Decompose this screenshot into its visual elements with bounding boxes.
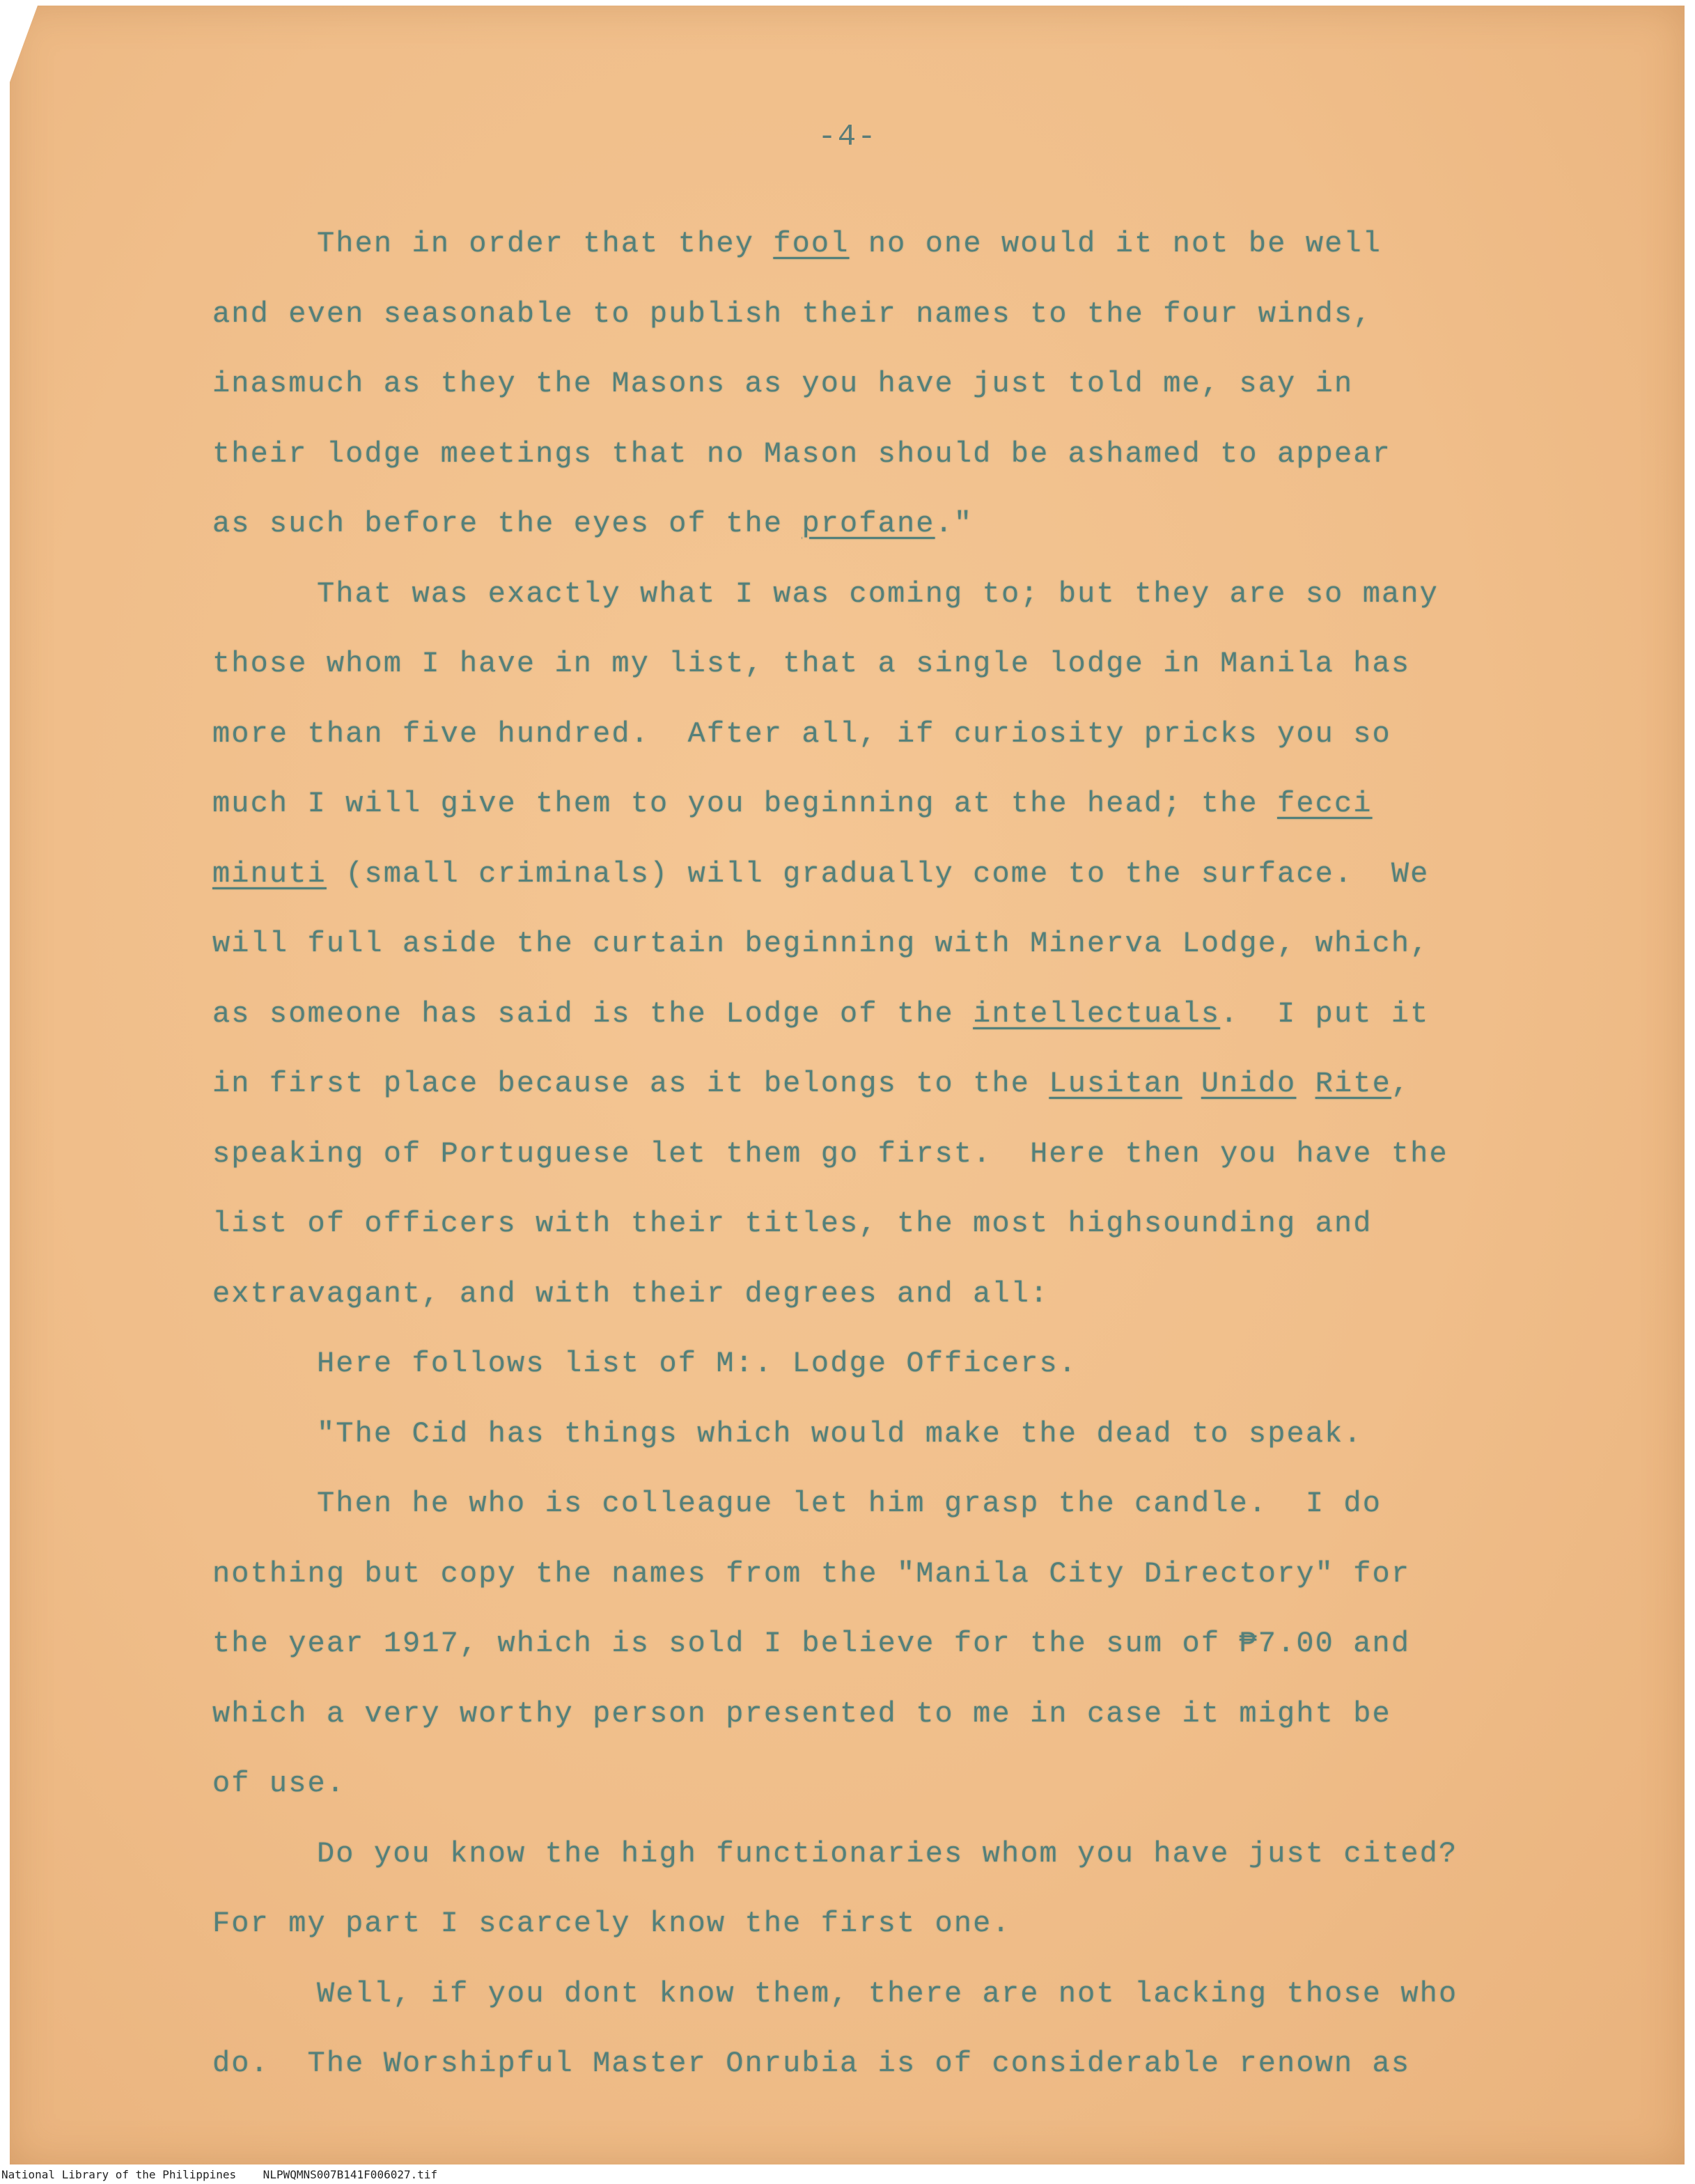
text-line xyxy=(212,979,1577,1050)
underlined-word: profane xyxy=(802,507,935,540)
text-line: do. The Worshipful Master Onrubia is of considerable renown as xyxy=(212,2047,1411,2080)
underlined-word: Rite xyxy=(1315,1067,1391,1100)
underlined-word: fecci xyxy=(1277,787,1373,820)
text-line xyxy=(212,769,1577,839)
underlined-word: Lusitan xyxy=(1049,1067,1182,1100)
text-span: much I will give them to you beginning at the head; the xyxy=(212,787,1278,820)
text-line: the year 1917, which is sold I believe for the sum of ₱7.00 and xyxy=(212,1627,1411,1660)
text-span: as such before the eyes of the xyxy=(212,507,802,540)
text-span: no one would it not be well xyxy=(849,227,1382,260)
text-line: their lodge meetings that no Mason should be ashamed to appear xyxy=(212,437,1391,471)
text-line: extravagant, and with their degrees and all: xyxy=(212,1277,1049,1311)
text-line: more than five hundred. After all, if curiosity pricks you so xyxy=(212,717,1391,751)
underlined-word: Unido xyxy=(1201,1067,1297,1100)
text-line: Then he who is colleague let him grasp the candle. I do xyxy=(317,1487,1382,1520)
text-line: which a very worthy person presented to me in case it might be xyxy=(212,1696,1391,1731)
text-line xyxy=(212,839,1577,910)
text-span: Then in order that they xyxy=(317,227,774,260)
text-line: inasmuch as they the Masons as you have just told me, say in xyxy=(212,367,1354,400)
text-line: those whom I have in my list, that a single lodge in Manila has xyxy=(212,647,1411,680)
text-line: Do you know the high functionaries whom you have just cited? xyxy=(317,1836,1458,1871)
text-line: For my part I scarcely know the first one. xyxy=(212,1907,1011,1940)
text-line: list of officers with their titles, the most highsounding and xyxy=(212,1207,1373,1240)
text-line: and even seasonable to publish their names to the four winds, xyxy=(212,297,1373,331)
text-line: Well, if you dont know them, there are not lacking those who xyxy=(317,1976,1458,2011)
archive-footer: National Library of the Philippines NLPWQMNS007B141F006027.tif xyxy=(1,2168,438,2181)
text-line: speaking of Portuguese let them go first. Here then you have the xyxy=(212,1137,1448,1171)
text-span: as someone has said is the Lodge of the xyxy=(212,997,974,1031)
underlined-word: minuti xyxy=(212,857,327,891)
text-line: of use. xyxy=(212,1767,346,1800)
text-line: will full aside the curtain beginning with Minerva Lodge, which, xyxy=(212,927,1430,960)
page-number: -4- xyxy=(818,120,877,155)
text-line: That was exactly what I was coming to; but they are so many xyxy=(317,577,1439,611)
text-span: , xyxy=(1391,1067,1411,1100)
text-line xyxy=(212,1049,1577,1119)
underlined-word: intellectuals xyxy=(973,997,1221,1031)
text-line: Here follows list of M:. Lodge Officers. xyxy=(317,1347,1078,1380)
text-line: "The Cid has things which would make the dead to speak. xyxy=(317,1417,1363,1451)
underlined-word: fool xyxy=(773,227,850,260)
typed-text-body xyxy=(212,209,1577,2099)
text-span: (small criminals) will gradually come to the surface. We xyxy=(326,857,1430,891)
text-line xyxy=(212,209,1577,279)
text-line xyxy=(212,489,1577,559)
text-line: nothing but copy the names from the "Manila City Directory" for xyxy=(212,1557,1411,1591)
text-span: . I put it xyxy=(1220,997,1430,1031)
text-span: ." xyxy=(935,507,974,540)
text-span: in first place because as it belongs to the xyxy=(212,1067,1049,1100)
